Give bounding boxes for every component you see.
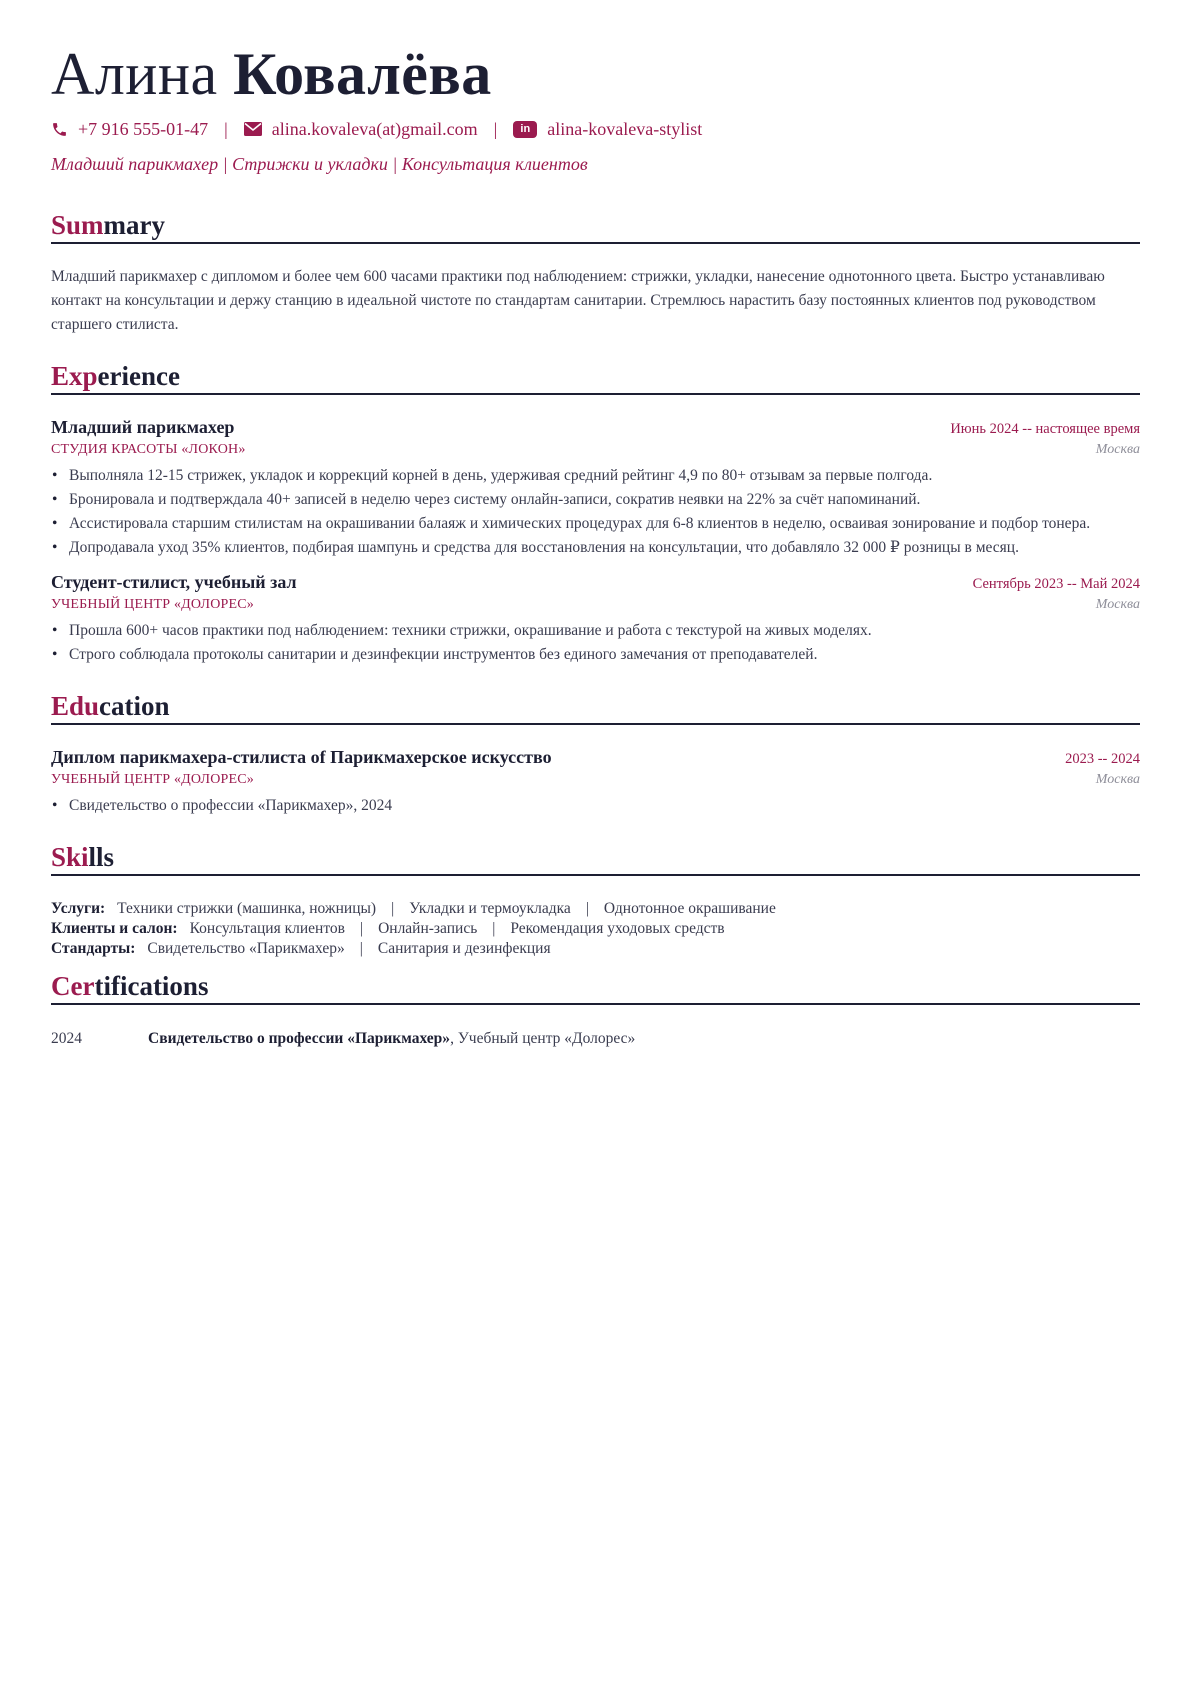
tagline: Младший парикмахер | Стрижки и укладки | Консультация клиентов bbox=[51, 154, 588, 174]
candidate-name bbox=[51, 38, 1140, 110]
skill-item: Санитария и дезинфекция bbox=[377, 940, 551, 957]
certification-title: Свидетельство о профессии «Парикмахер» bbox=[148, 1030, 451, 1047]
experience-entry bbox=[51, 570, 1140, 667]
skill-item: Свидетельство «Парикмахер» bbox=[147, 940, 345, 957]
education-entry bbox=[51, 745, 1140, 818]
section-heading-certifications bbox=[51, 971, 1140, 1005]
bullet-item: • Свидетельство о профессии «Парикмахер», 2024 bbox=[51, 794, 1140, 818]
certification-year: 2024 bbox=[51, 1030, 82, 1047]
heading-accent: Sum bbox=[51, 210, 104, 240]
email-contact[interactable] bbox=[244, 119, 478, 140]
contact-separator: | bbox=[224, 118, 228, 139]
first-name: Алина bbox=[51, 41, 218, 107]
bullet-item: • Ассистировала старшим стилистам на окрашивании балаяж и химических процедурах для 6-8 клиентов в неделю, осваивая зонирование и подбор тонера. bbox=[51, 512, 1140, 536]
skill-row-standards bbox=[51, 939, 1140, 959]
phone-contact[interactable] bbox=[51, 119, 208, 140]
skill-separator: | bbox=[359, 920, 364, 937]
skill-separator: | bbox=[585, 900, 589, 917]
education-bullets bbox=[51, 794, 1140, 818]
skills-list bbox=[51, 899, 1140, 959]
bullet-item: • Выполняла 12-15 стрижек, укладок и коррекций корней в день, удерживая средний рейтинг 4,9 по 80+ отзывам за первые полгода. bbox=[51, 464, 1140, 488]
phone-number: +7 916 555-01-47 bbox=[78, 118, 209, 139]
job-title: Младший парикмахер bbox=[51, 417, 235, 437]
contact-bar bbox=[51, 116, 1140, 142]
contact-separator: | bbox=[493, 118, 498, 139]
employer: УЧЕБНЫЙ ЦЕНТР «ДОЛОРЕС» bbox=[51, 597, 254, 612]
job-dates: Сентябрь 2023 -- Май 2024 bbox=[972, 576, 1140, 592]
summary-text: Младший парикмахер с дипломом и более чем 600 часами практики под наблюдением: стрижки, укладки, нанесение однотонного цвета. Быстро устанавливаю контакт на консультации и держу станцию в идеальной чистоте по стандартам санитарии. Стремлюсь нарастить базу постоянных клиентов под руководством старшего стилиста. bbox=[51, 268, 1105, 333]
skill-row-clients bbox=[51, 919, 1140, 939]
skill-row-services bbox=[51, 899, 1140, 919]
skill-separator: | bbox=[492, 920, 496, 937]
skill-item: Консультация клиентов bbox=[189, 920, 345, 937]
job-dates: Июнь 2024 -- настоящее время bbox=[950, 421, 1140, 437]
skill-category: Стандарты: bbox=[51, 940, 136, 957]
linkedin-handle: alina-kovaleva-stylist bbox=[547, 118, 703, 139]
heading-rest: cation bbox=[99, 691, 170, 721]
linkedin-icon: in bbox=[513, 121, 537, 138]
heading-rest: tifications bbox=[94, 971, 209, 1001]
heading-accent: Exp bbox=[51, 361, 98, 391]
envelope-icon bbox=[244, 122, 262, 136]
job-title: Студент-стилист, учебный зал bbox=[51, 572, 297, 592]
bullet-item: • Строго соблюдала протоколы санитарии и дезинфекции инструментов без единого замечания от преподавателей. bbox=[51, 643, 1140, 667]
skill-item: Укладки и термоукладка bbox=[409, 900, 571, 917]
section-heading-summary bbox=[51, 210, 1140, 244]
job-location: Москва bbox=[1095, 597, 1140, 612]
education-dates: 2023 -- 2024 bbox=[1065, 751, 1140, 767]
school-name: УЧЕБНЫЙ ЦЕНТР «ДОЛОРЕС» bbox=[51, 772, 254, 787]
bullet-item: • Бронировала и подтверждала 40+ записей в неделю через систему онлайн-записи, сократив неявки на 22% за счёт напоминаний. bbox=[51, 488, 1140, 512]
heading-accent: Ski bbox=[51, 842, 89, 872]
heading-accent: Cer bbox=[51, 971, 95, 1001]
section-heading-education bbox=[51, 691, 1140, 725]
skill-item: Техники стрижки (машинка, ножницы) bbox=[117, 900, 377, 917]
heading-rest: erience bbox=[97, 361, 180, 391]
skill-separator: | bbox=[359, 940, 363, 957]
skill-separator: | bbox=[391, 900, 395, 917]
skill-item: Однотонное окрашивание bbox=[603, 900, 776, 917]
skill-category: Клиенты и салон: bbox=[51, 920, 178, 937]
section-heading-skills bbox=[51, 842, 1140, 876]
certification-item bbox=[51, 1029, 1140, 1049]
skill-category: Услуги: bbox=[51, 900, 106, 917]
skill-item: Рекомендация уходовых средств bbox=[510, 920, 725, 937]
employer: СТУДИЯ КРАСОТЫ «ЛОКОН» bbox=[51, 442, 246, 457]
linkedin-contact[interactable] bbox=[513, 119, 702, 140]
job-location: Москва bbox=[1095, 442, 1140, 457]
heading-rest: lls bbox=[88, 842, 115, 872]
certification-issuer: , Учебный центр «Долорес» bbox=[450, 1030, 636, 1047]
degree-title: Диплом парикмахера-стилиста of Парикмахерское искусство bbox=[51, 747, 552, 767]
heading-rest: mary bbox=[103, 210, 166, 240]
experience-entry bbox=[51, 415, 1140, 560]
heading-accent: Edu bbox=[51, 691, 100, 721]
bullet-item: • Прошла 600+ часов практики под наблюдением: техники стрижки, окрашивание и работа с текстурой на живых моделях. bbox=[51, 619, 1140, 643]
job-bullets bbox=[51, 619, 1140, 667]
section-heading-experience bbox=[51, 361, 1140, 395]
school-location: Москва bbox=[1095, 772, 1140, 787]
last-name: Ковалёва bbox=[233, 41, 492, 107]
email-address: alina.kovaleva(at)gmail.com bbox=[271, 118, 478, 139]
skill-item: Онлайн-запись bbox=[378, 920, 478, 937]
phone-icon bbox=[51, 121, 68, 138]
job-bullets bbox=[51, 464, 1140, 560]
bullet-item: • Допродавала уход 35% клиентов, подбирая шампунь и средства для восстановления на консультации, что добавляло 32 000 ₽ розницы в месяц. bbox=[51, 536, 1140, 560]
